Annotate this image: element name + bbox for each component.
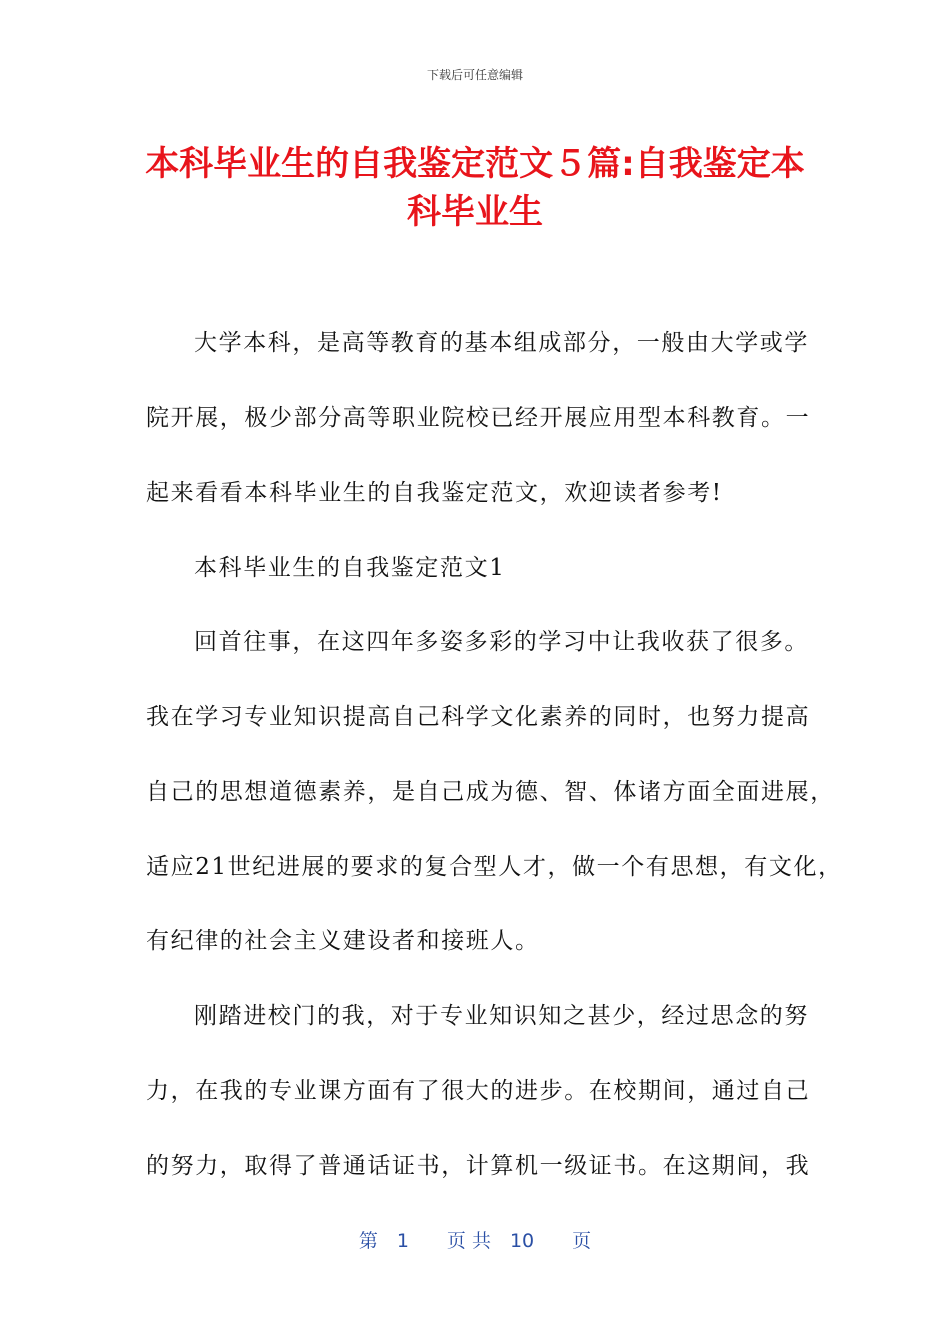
paragraph-line: 力，在我的专业课方面有了很大的进步。在校期间，通过自己 [146,1078,811,1104]
header-note: 下载后可任意编辑 [426,68,523,82]
paragraph-line: 起来看看本科毕业生的自我鉴定范文，欢迎读者参考! [146,480,723,506]
document-title [140,140,810,236]
paragraph-line: 刚踏进校门的我，对于专业知识知之甚少，经过思念的努 [194,1003,809,1029]
section-heading: 本科毕业生的自我鉴定范文1 [194,555,506,581]
paragraph-line: 大学本科，是高等教育的基本组成部分，一般由大学或学 [194,330,809,356]
paragraph-line: 院开展，极少部分高等职业院校已经开展应用型本科教育。一 [146,405,811,431]
paragraph-line: 的努力，取得了普通话证书，计算机一级证书。在这期间，我 [146,1153,811,1179]
paragraph-line: 自己的思想道德素养，是自己成为德、智、体诸方面全面进展， [146,779,835,805]
paragraph-line: 我在学习专业知识提高自己科学文化素养的同时，也努力提高 [146,704,811,730]
page-footer: 第 1 页 共 10 页 [358,1230,592,1252]
paragraph-line: 回首往事，在这四年多姿多彩的学习中让我收获了很多。 [194,629,809,655]
title-line-1: 本科毕业生的自我鉴定范文５篇:自我鉴定本 [145,144,805,184]
paragraph-line: 适应21世纪进展的要求的复合型人才，做一个有思想，有文化， [146,854,843,880]
paragraph-line: 有纪律的社会主义建设者和接班人。 [146,928,540,954]
title-line-2: 科毕业生 [407,192,543,232]
